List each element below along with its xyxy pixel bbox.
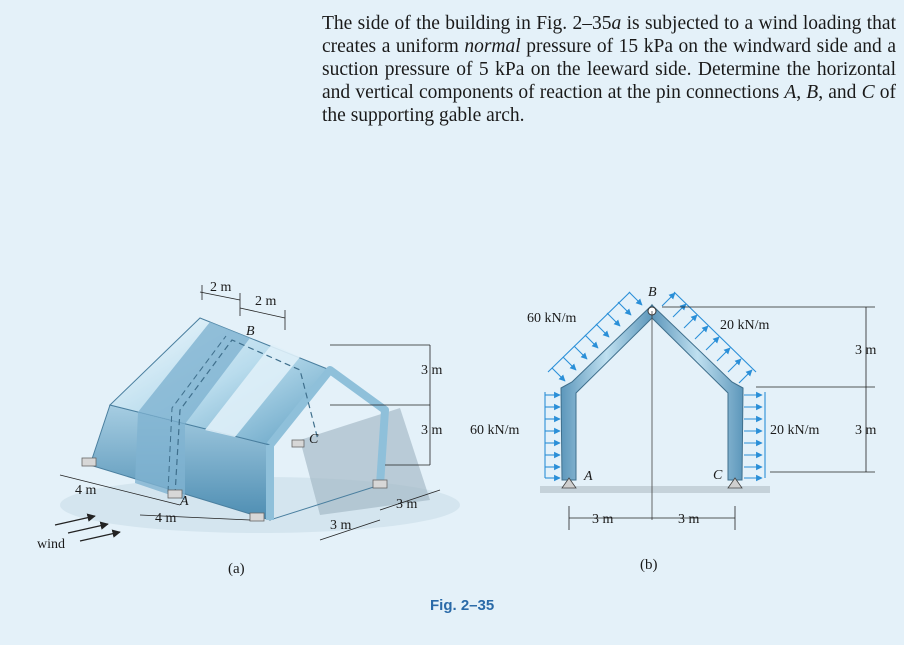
fig-b-label-b: B	[648, 285, 657, 300]
load-60-side	[545, 392, 560, 478]
problem-statement: The side of the building in Fig. 2–35a is subjected to a wind loading that creates a uniform normal pressure of 15 kPa on the windward side and a suction pressure of 5 kPa on the leeward side. Determine the horizontal and vertical components of reaction at the pin connections A, B, and C of the supporting gable arch.	[322, 13, 897, 126]
figure-caption: Fig. 2–35	[430, 597, 495, 614]
fig-a-dim-4m-left: 4 m	[75, 483, 97, 498]
fig-b-sub-caption: (b)	[640, 557, 658, 573]
fig-b-dim-3m-right-lower: 3 m	[855, 423, 877, 438]
fig-b-dim-3m-right-upper: 3 m	[855, 343, 877, 358]
fig-a-dim-3m-upper: 3 m	[421, 363, 443, 378]
fig-a-dim-2m-right: 2 m	[255, 294, 277, 309]
fig-a-dim-2m-left: 2 m	[210, 280, 232, 295]
fig-b-load-60-side: 60 kN/m	[470, 423, 520, 438]
fig-a-label-a: A	[180, 494, 189, 509]
fig-b-load-20-top: 20 kN/m	[720, 318, 770, 333]
fig-a-label-b: B	[246, 324, 255, 339]
load-20-side	[744, 392, 765, 478]
fig-a-dim-4m-front: 4 m	[155, 511, 177, 526]
figure-a-building	[37, 280, 460, 577]
fig-a-label-c: C	[309, 432, 319, 447]
fig-a-sub-caption: (a)	[228, 561, 245, 577]
fig-a-dim-3m-lower: 3 m	[421, 423, 443, 438]
fig-a-wind-label: wind	[37, 537, 65, 552]
fig-b-label-a: A	[584, 469, 593, 484]
fig-b-load-20-side: 20 kN/m	[770, 423, 820, 438]
figure-b-arch	[470, 285, 877, 573]
fig-b-dim-3m-base-right: 3 m	[678, 512, 700, 527]
fig-b-dim-3m-base-left: 3 m	[592, 512, 614, 527]
fig-a-dim-3m-base-right: 3 m	[396, 497, 418, 512]
fig-b-load-60-top: 60 kN/m	[527, 311, 577, 326]
fig-a-dim-3m-base-left: 3 m	[330, 518, 352, 533]
fig-b-label-c: C	[713, 468, 723, 483]
